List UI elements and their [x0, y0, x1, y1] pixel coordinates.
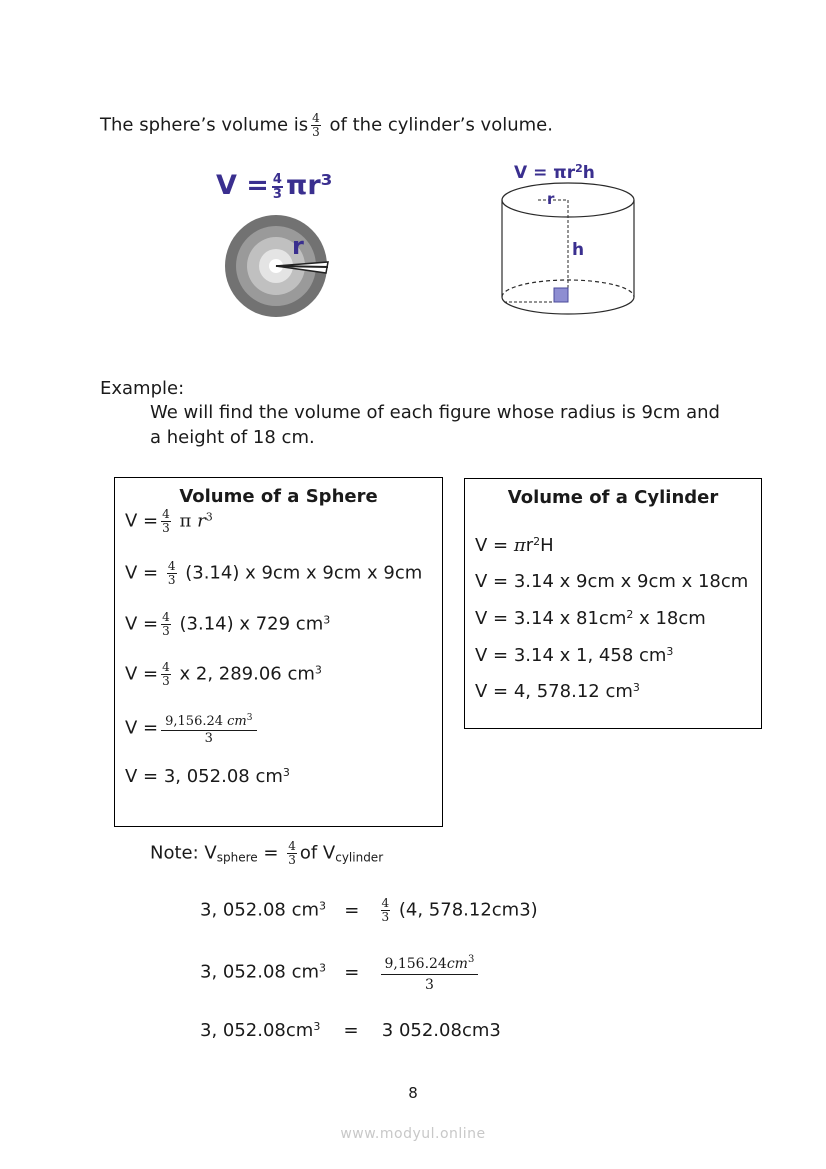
cylinder-formula: $V = \pi r^2h$: [514, 162, 595, 183]
cylinder-step-3: V = 3.14 x $81cm^2$ x 18cm: [475, 608, 706, 629]
cylinder-box-title: Volume of a Cylinder: [507, 487, 719, 508]
cylinder-result: V = 4, 578.12 $cm^3$: [475, 681, 640, 702]
cylinder-step-1: $V = \pi r^2H$: [475, 535, 554, 556]
sphere-result: V = 3, 052.08 $cm^3$: [125, 766, 290, 787]
sphere-step-4: V = $\frac{4}{3}$ x 2, 289.06 $cm^3$: [125, 660, 322, 688]
sphere-step-5: V = $\frac{9,156.24 cm^3}{3}$: [125, 710, 260, 747]
sphere-diagram: [220, 212, 340, 322]
page-number: 8: [408, 1084, 418, 1102]
intro-line: The sphere’s volume is $\frac{4}{3}$ of the cylinder’s volume.: [100, 111, 553, 139]
check-row-2: 3, 052.08 $cm^3$ = $\frac{9,156.24cm^3}{3}$: [200, 950, 481, 995]
cylinder-label-h: h: [572, 240, 585, 260]
cylinder-step-4: V = 3.14 x 1, 458 $cm^3$: [475, 645, 674, 666]
cylinder-step-2: V = 3.14 x 9cm x 9cm x 18cm: [475, 571, 749, 592]
example-label: Example:: [100, 378, 185, 399]
cylinder-label-r: r: [547, 190, 555, 208]
sphere-step-1: V = $\frac{4}{3}$ π $r^3$: [125, 507, 213, 535]
check-row-3: 3, $052.08cm^3 = 3$ 052.08cm3: [200, 1020, 501, 1041]
cylinder-volume-box: [464, 478, 762, 729]
check-row-1: 3, 052.08 $cm^3$ = $\frac{4}{3}$ (4, 578.12cm3): [200, 896, 538, 924]
sphere-formula: V = $\frac{4}{3}$ πr³: [216, 170, 333, 202]
sphere-box-title: Volume of a Sphere: [179, 486, 378, 507]
example-line-1: We will find the volume of each figure whose radius is 9cm and: [150, 402, 720, 423]
example-line-2: a height of 18 cm.: [150, 427, 315, 448]
sphere-step-2: V = $\frac{4}{3}$ (3.14) x 9cm x 9cm x 9cm: [125, 559, 423, 587]
note-line: Note: $V_{sphere}$ = $\frac{4}{3}$ of $V_{cylinder}$: [150, 839, 384, 867]
sphere-step-3: V = $\frac{4}{3}$ (3.14) x 729 $cm^3$: [125, 610, 331, 638]
watermark: www.modyul.online: [340, 1126, 486, 1142]
sphere-volume-box: [114, 477, 443, 827]
sphere-label-r: r: [292, 232, 304, 260]
intro-fraction: $\frac{4}{3}$: [312, 111, 320, 139]
cylinder-diagram: [498, 180, 644, 322]
